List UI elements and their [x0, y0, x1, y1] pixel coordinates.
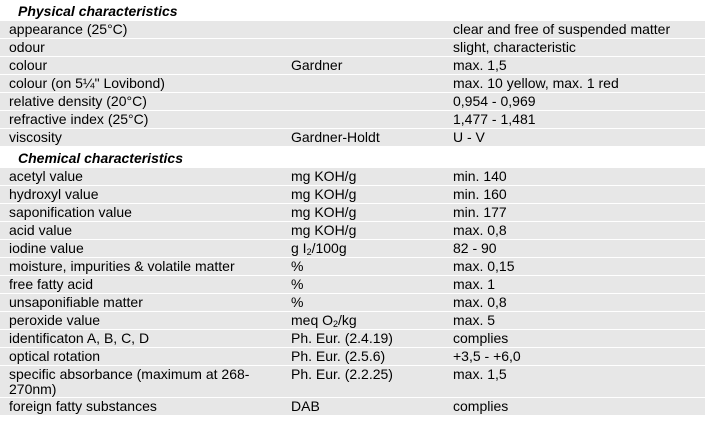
property-method: DAB — [282, 398, 444, 416]
property-value: max. 0,15 — [444, 258, 705, 276]
property-method — [282, 21, 444, 39]
table-row — [0, 204, 705, 222]
table-row — [0, 39, 705, 57]
table-row — [0, 330, 705, 348]
property-method — [282, 75, 444, 93]
property-name: acid value — [0, 222, 282, 240]
table-row — [0, 294, 705, 312]
property-method: mg KOH/g — [282, 204, 444, 222]
table-row — [0, 111, 705, 129]
table-row — [0, 366, 705, 398]
property-method: % — [282, 276, 444, 294]
table-row — [0, 168, 705, 186]
table-row — [0, 93, 705, 111]
method-text: meq O — [291, 312, 334, 328]
table-row — [0, 240, 705, 258]
table-row — [0, 75, 705, 93]
property-method — [282, 39, 444, 57]
property-value: max. 1,5 — [444, 57, 705, 75]
method-text: /kg — [338, 312, 357, 328]
specification-sheet — [0, 2, 705, 424]
subscript: 2 — [333, 319, 339, 329]
table-row — [0, 129, 705, 147]
property-name: optical rotation — [0, 348, 282, 366]
property-name: refractive index (25°C) — [0, 111, 282, 129]
property-value: min. 140 — [444, 168, 705, 186]
property-value: max. 0,8 — [444, 294, 705, 312]
property-value: min. 177 — [444, 204, 705, 222]
property-method — [282, 111, 444, 129]
property-method: Gardner-Holdt — [282, 129, 444, 147]
property-name: colour (on 5¼" Lovibond) — [0, 75, 282, 93]
table-row — [0, 276, 705, 294]
property-value: slight, characteristic — [444, 39, 705, 57]
property-name: specific absorbance (maximum at 268-270nm) — [0, 366, 282, 398]
chemical-characteristics-table — [0, 167, 705, 415]
method-text: g I — [291, 240, 307, 256]
property-name: peroxide value — [0, 312, 282, 330]
table-row — [0, 186, 705, 204]
table-row — [0, 398, 705, 416]
chemical-section-heading: Chemical characteristics — [18, 150, 183, 166]
property-value: max. 10 yellow, max. 1 red — [444, 75, 705, 93]
table-row — [0, 222, 705, 240]
property-method: mg KOH/g — [282, 222, 444, 240]
property-value: complies — [444, 330, 705, 348]
property-method: Ph. Eur. (2.5.6) — [282, 348, 444, 366]
table-row — [0, 348, 705, 366]
property-name: colour — [0, 57, 282, 75]
table-row — [0, 21, 705, 39]
property-value: 82 - 90 — [444, 240, 705, 258]
table-row — [0, 57, 705, 75]
property-name: unsaponifiable matter — [0, 294, 282, 312]
subscript: 2 — [306, 247, 312, 257]
property-name: saponification value — [0, 204, 282, 222]
property-method: % — [282, 294, 444, 312]
property-value: 0,954 - 0,969 — [444, 93, 705, 111]
property-value: max. 5 — [444, 312, 705, 330]
property-name: free fatty acid — [0, 276, 282, 294]
property-value: complies — [444, 398, 705, 416]
property-method: Ph. Eur. (2.2.25) — [282, 366, 444, 398]
property-value: max. 1 — [444, 276, 705, 294]
property-name: iodine value — [0, 240, 282, 258]
property-method: Gardner — [282, 57, 444, 75]
property-name: acetyl value — [0, 168, 282, 186]
property-name: viscosity — [0, 129, 282, 147]
physical-section-heading: Physical characteristics — [18, 3, 178, 19]
property-value: max. 1,5 — [444, 366, 705, 398]
property-value: +3,5 - +6,0 — [444, 348, 705, 366]
property-name: foreign fatty substances — [0, 398, 282, 416]
property-value: U - V — [444, 129, 705, 147]
property-method: mg KOH/g — [282, 186, 444, 204]
property-name: odour — [0, 39, 282, 57]
property-method — [282, 240, 444, 258]
property-method: mg KOH/g — [282, 168, 444, 186]
property-name: hydroxyl value — [0, 186, 282, 204]
property-value: 1,477 - 1,481 — [444, 111, 705, 129]
table-row — [0, 312, 705, 330]
method-text: /100g — [311, 240, 347, 256]
physical-characteristics-table — [0, 20, 705, 146]
property-method: % — [282, 258, 444, 276]
property-name: appearance (25°C) — [0, 21, 282, 39]
property-value: clear and free of suspended matter — [444, 21, 705, 39]
property-name: identificaton A, B, C, D — [0, 330, 282, 348]
property-method — [282, 93, 444, 111]
property-method — [282, 312, 444, 330]
property-name: relative density (20°C) — [0, 93, 282, 111]
property-value: min. 160 — [444, 186, 705, 204]
property-name: moisture, impurities & volatile matter — [0, 258, 282, 276]
property-method: Ph. Eur. (2.4.19) — [282, 330, 444, 348]
property-value: max. 0,8 — [444, 222, 705, 240]
table-row — [0, 258, 705, 276]
